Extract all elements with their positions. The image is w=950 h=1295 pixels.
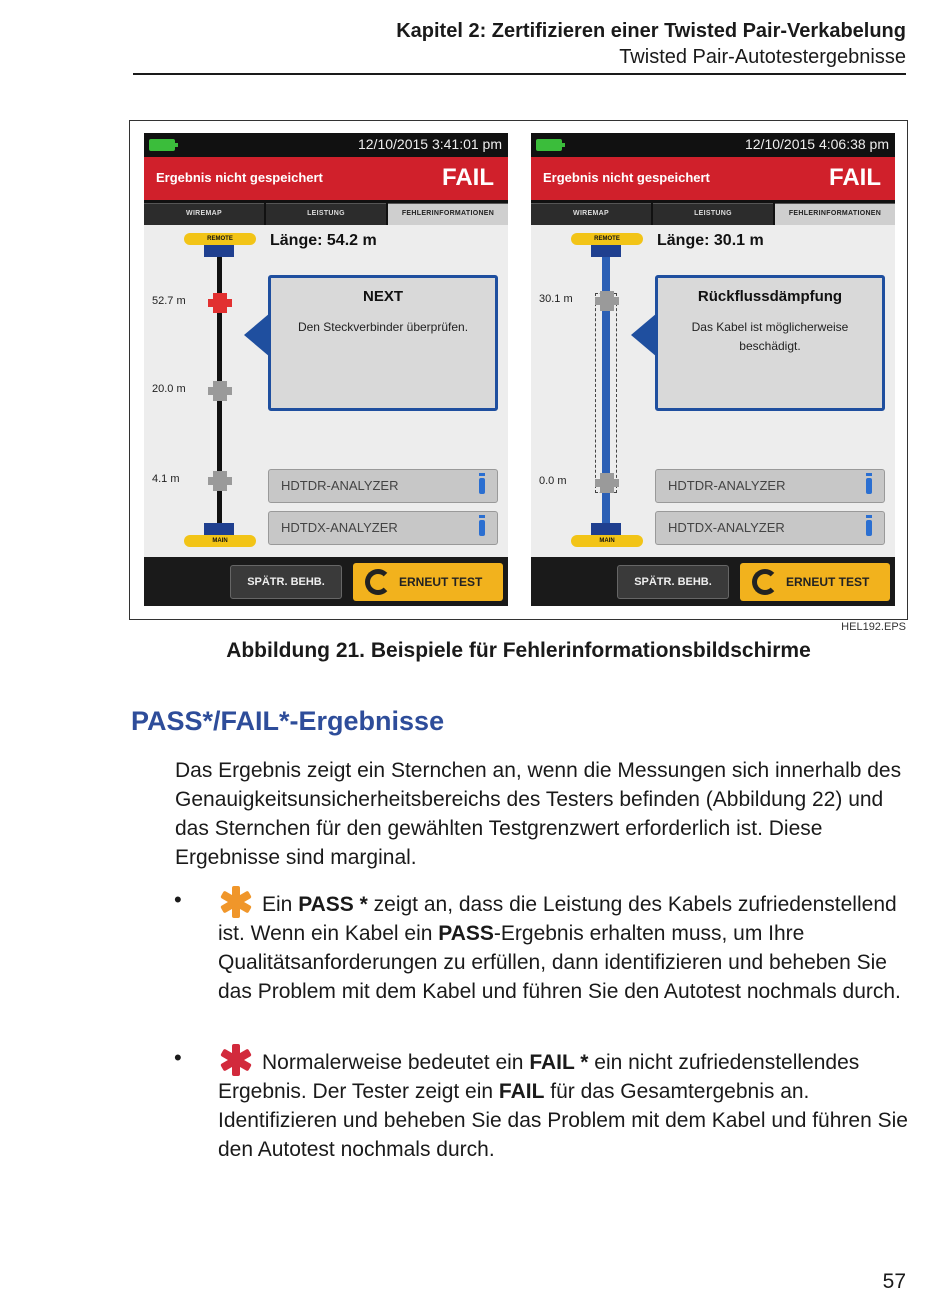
distance-marker: 4.1 m xyxy=(152,473,180,485)
bullet-bold: FAIL xyxy=(498,1080,545,1103)
hdtdr-analyzer-button[interactable] xyxy=(655,469,885,503)
retest-button[interactable] xyxy=(353,563,503,601)
orange-asterisk-icon xyxy=(218,885,254,919)
result-status: FAIL xyxy=(829,164,881,191)
callout-pointer xyxy=(631,313,657,357)
connector-icon xyxy=(600,291,614,311)
distance-marker: 30.1 m xyxy=(539,293,573,305)
tab-fehlerinformationen[interactable]: FEHLERINFORMATIONEN xyxy=(388,203,508,225)
length-label: Länge: 54.2 m xyxy=(270,232,377,249)
bullet-bold: FAIL * xyxy=(529,1051,589,1074)
bottom-bar xyxy=(144,557,508,606)
bullet-text: Normalerweise bedeutet ein xyxy=(262,1051,530,1074)
fault-range-box xyxy=(595,293,617,493)
bullet-text: Ein xyxy=(262,893,299,916)
connector-icon xyxy=(600,473,614,493)
bottom-bar xyxy=(531,557,895,606)
callout-message: Den Steckverbinder überprüfen. xyxy=(297,320,469,334)
bullet-text: -Ergebnis erhalten muss, um Ihre Qualitätsanforderungen zu erfüllen, dann identifizieren und beheben Sie das Problem mit dem Kabel und führen Sie den Autotest nochmals durch. xyxy=(218,922,901,1003)
red-asterisk-icon xyxy=(218,1043,254,1077)
analyzer-label: HDTDX-ANALYZER xyxy=(668,520,785,535)
tester-screen-1 xyxy=(144,133,508,606)
figure-frame xyxy=(129,120,908,620)
battery-icon xyxy=(536,139,562,151)
analyzer-label: HDTDR-ANALYZER xyxy=(281,478,399,493)
bullet-text: für das Gesamtergebnis an. Identifizieren und beheben Sie das Problem mit dem Kabel und führen Sie den Autotest nochmals durch. xyxy=(218,1080,908,1161)
chapter-title: Kapitel 2: Zertifizieren einer Twisted Pair-Verkabelung xyxy=(396,20,906,42)
analyzer-label: HDTDR-ANALYZER xyxy=(668,478,786,493)
callout-pointer xyxy=(244,313,270,357)
hdtdx-analyzer-button[interactable] xyxy=(268,511,498,545)
callout-title: Rückflussdämpfung xyxy=(697,288,843,305)
bullet-text: zeigt an, dass die Leistung des Kabels zufriedenstellend ist. Wenn ein Kabel ein xyxy=(218,893,897,945)
analyzer-label: HDTDX-ANALYZER xyxy=(281,520,398,535)
fault-callout xyxy=(655,275,885,411)
result-text: Ergebnis nicht gespeichert xyxy=(156,170,323,185)
bullet-text: ein nicht zufriedenstellendes Ergebnis. Der Tester zeigt ein xyxy=(218,1051,860,1103)
datetime: 12/10/2015 3:41:01 pm xyxy=(357,136,502,152)
bullet-marker: • xyxy=(174,887,182,912)
tab-leistung[interactable]: LEISTUNG xyxy=(266,203,386,225)
retest-label: ERNEUT TEST xyxy=(786,575,870,589)
bullet-pass-star xyxy=(218,885,918,1006)
tab-bar xyxy=(531,200,895,225)
connector-icon xyxy=(213,471,227,491)
remote-end-block xyxy=(591,245,621,257)
status-bar xyxy=(531,133,895,157)
info-icon xyxy=(866,520,872,536)
bullet-bold: PASS * xyxy=(298,893,368,916)
retest-button[interactable] xyxy=(740,563,890,601)
hdtdx-analyzer-button[interactable] xyxy=(655,511,885,545)
fix-later-button[interactable]: SPÄTR. BEHB. xyxy=(230,565,342,599)
page-number: 57 xyxy=(882,1270,906,1293)
section-title: Twisted Pair-Autotestergebnisse xyxy=(619,46,906,68)
main-label: MAIN xyxy=(571,535,643,547)
remote-label: REMOTE xyxy=(571,233,643,245)
header-rule xyxy=(133,73,906,75)
result-bar xyxy=(144,157,508,200)
tab-wiremap[interactable]: WIREMAP xyxy=(144,203,264,225)
tab-wiremap[interactable]: WIREMAP xyxy=(531,203,651,225)
fix-later-button[interactable]: SPÄTR. BEHB. xyxy=(617,565,729,599)
tab-bar xyxy=(144,200,508,225)
bullet-marker: • xyxy=(174,1045,182,1070)
connector-icon xyxy=(213,381,227,401)
hdtdr-analyzer-button[interactable] xyxy=(268,469,498,503)
tab-leistung[interactable]: LEISTUNG xyxy=(653,203,773,225)
bullet-fail-star xyxy=(218,1043,918,1164)
info-icon xyxy=(479,478,485,494)
datetime: 12/10/2015 4:06:38 pm xyxy=(744,136,889,152)
section-heading: PASS*/FAIL*-Ergebnisse xyxy=(131,706,445,736)
main-label: MAIN xyxy=(184,535,256,547)
bullet-bold: PASS xyxy=(438,922,494,945)
callout-message: Das Kabel ist möglicherweise beschädigt. xyxy=(691,320,849,354)
tab-fehlerinformationen[interactable]: FEHLERINFORMATIONEN xyxy=(775,203,895,225)
figure-caption: Abbildung 21. Beispiele für Fehlerinformationsbildschirme xyxy=(226,639,811,662)
result-text: Ergebnis nicht gespeichert xyxy=(543,170,710,185)
intro-paragraph: Das Ergebnis zeigt ein Sternchen an, wenn die Messungen sich innerhalb des Genauigkeitsunsicherheitsbereichs des Testers befinden (Abbildung 22) und das Sternchen für den gewählten Testgrenzwert erforderlich ist. Diese Ergebnisse sind marginal. xyxy=(175,759,902,869)
distance-marker: 0.0 m xyxy=(539,475,567,487)
main-end-block xyxy=(591,523,621,535)
main-end-block xyxy=(204,523,234,535)
distance-marker: 52.7 m xyxy=(152,295,186,307)
info-icon xyxy=(866,478,872,494)
distance-marker: 20.0 m xyxy=(152,383,186,395)
callout-title: NEXT xyxy=(362,288,403,305)
fault-connector-icon xyxy=(213,293,227,313)
status-bar xyxy=(144,133,508,157)
info-icon xyxy=(479,520,485,536)
length-label: Länge: 30.1 m xyxy=(657,232,764,249)
fault-callout xyxy=(268,275,498,411)
battery-icon xyxy=(149,139,175,151)
retest-icon xyxy=(365,569,391,595)
remote-end-block xyxy=(204,245,234,257)
result-status: FAIL xyxy=(442,164,494,191)
tester-screen-2 xyxy=(531,133,895,606)
remote-label: REMOTE xyxy=(184,233,256,245)
retest-icon xyxy=(752,569,778,595)
retest-label: ERNEUT TEST xyxy=(399,575,483,589)
figure-reference: HEL192.EPS xyxy=(841,621,906,633)
result-bar xyxy=(531,157,895,200)
